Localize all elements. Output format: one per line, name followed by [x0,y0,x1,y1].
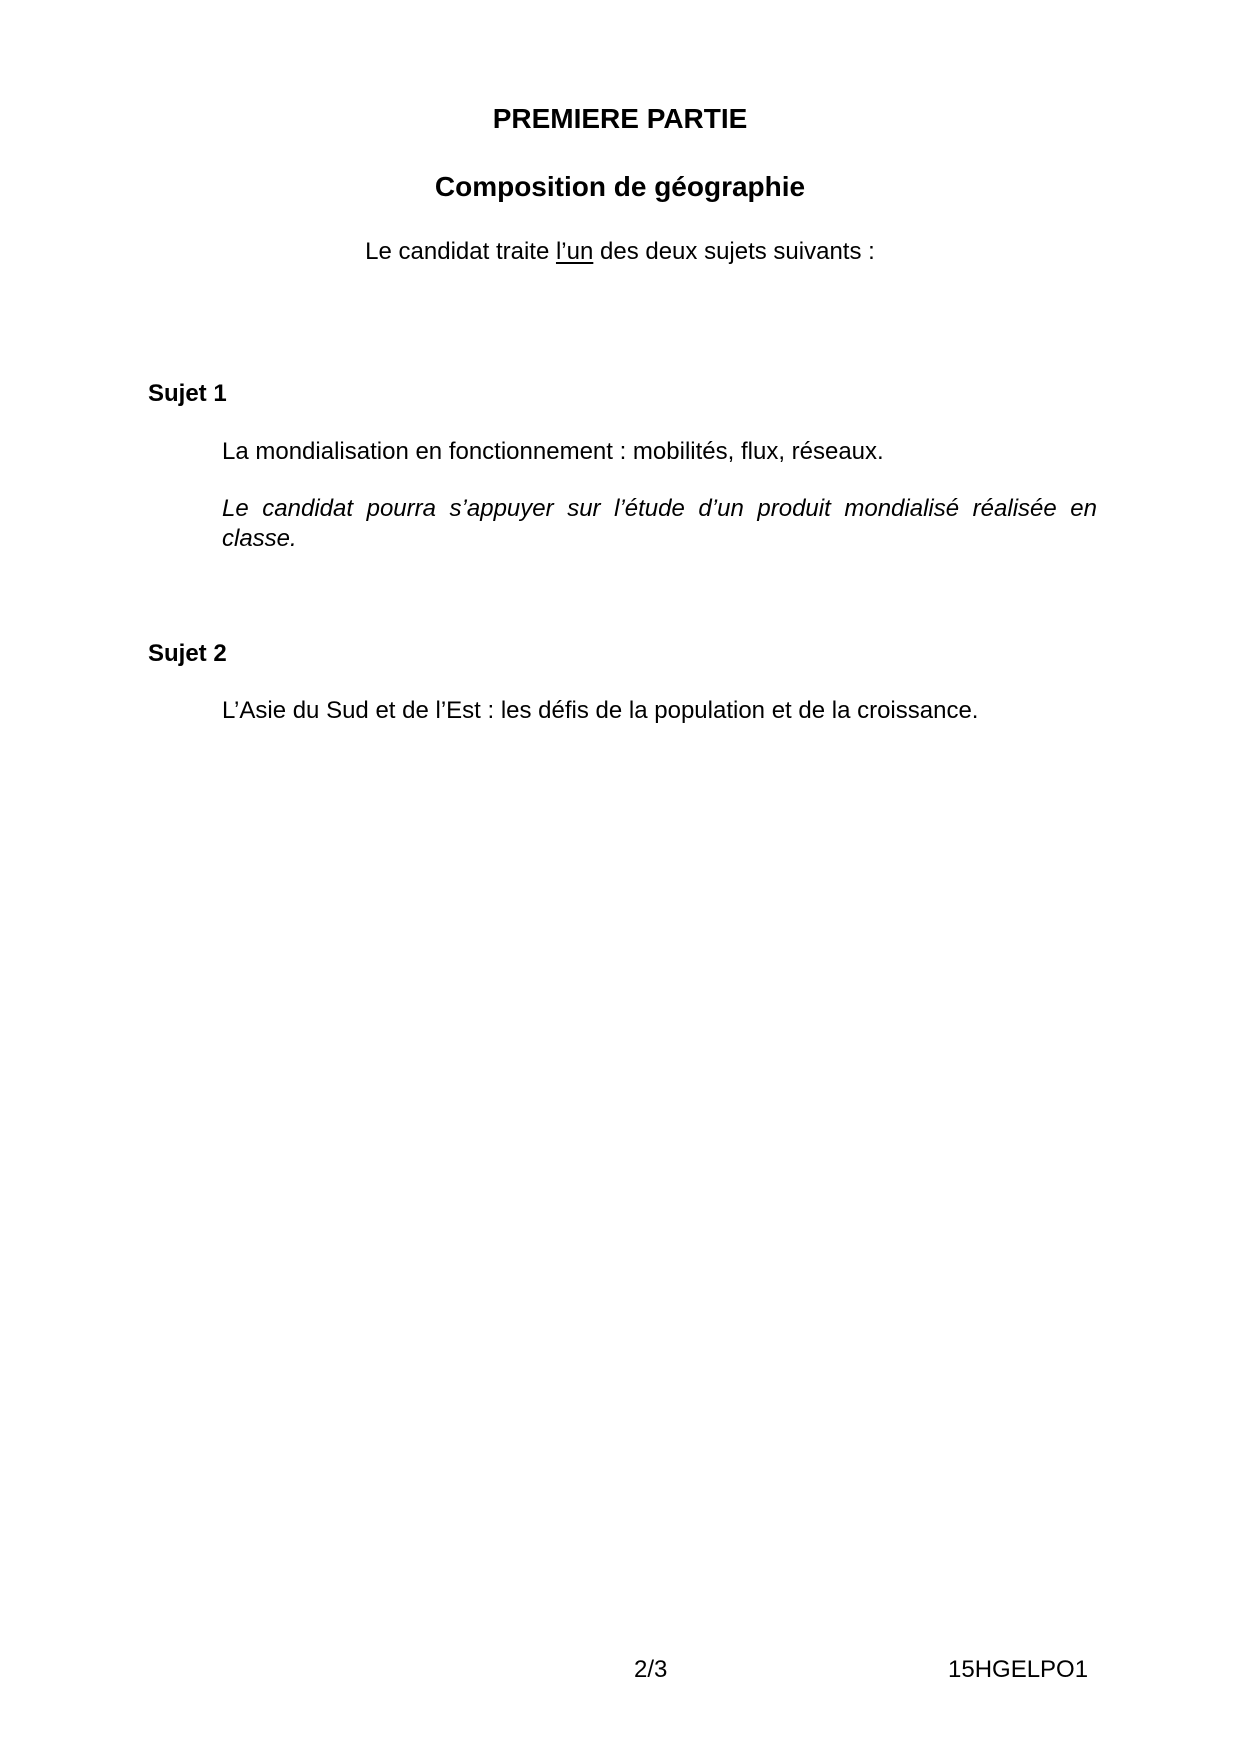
instruction-text-after: des deux sujets suivants : [593,238,875,265]
page-number: 2/3 [634,1656,668,1683]
sujet-2-label: Sujet 2 [148,640,227,667]
sujet-2-text: L’Asie du Sud et de l’Est : les défis de la population et de la croissance. [222,697,979,724]
document-code: 15HGELPO1 [948,1656,1089,1683]
instruction-line [0,238,1240,266]
instruction-emphasis: l’un [555,238,594,265]
sujet-1-text: La mondialisation en fonctionnement : mobilités, flux, réseaux. [222,438,884,465]
part-title: PREMIERE PARTIE [492,103,748,134]
sujet-1-note: Le candidat pourra s’appuyer sur l’étude d’un produit mondialisé réalisée en classe. [222,495,1097,552]
sujet-1-label: Sujet 1 [148,380,227,407]
instruction-text-before: Le candidat traite [365,238,556,265]
composition-title: Composition de géographie [434,171,806,202]
